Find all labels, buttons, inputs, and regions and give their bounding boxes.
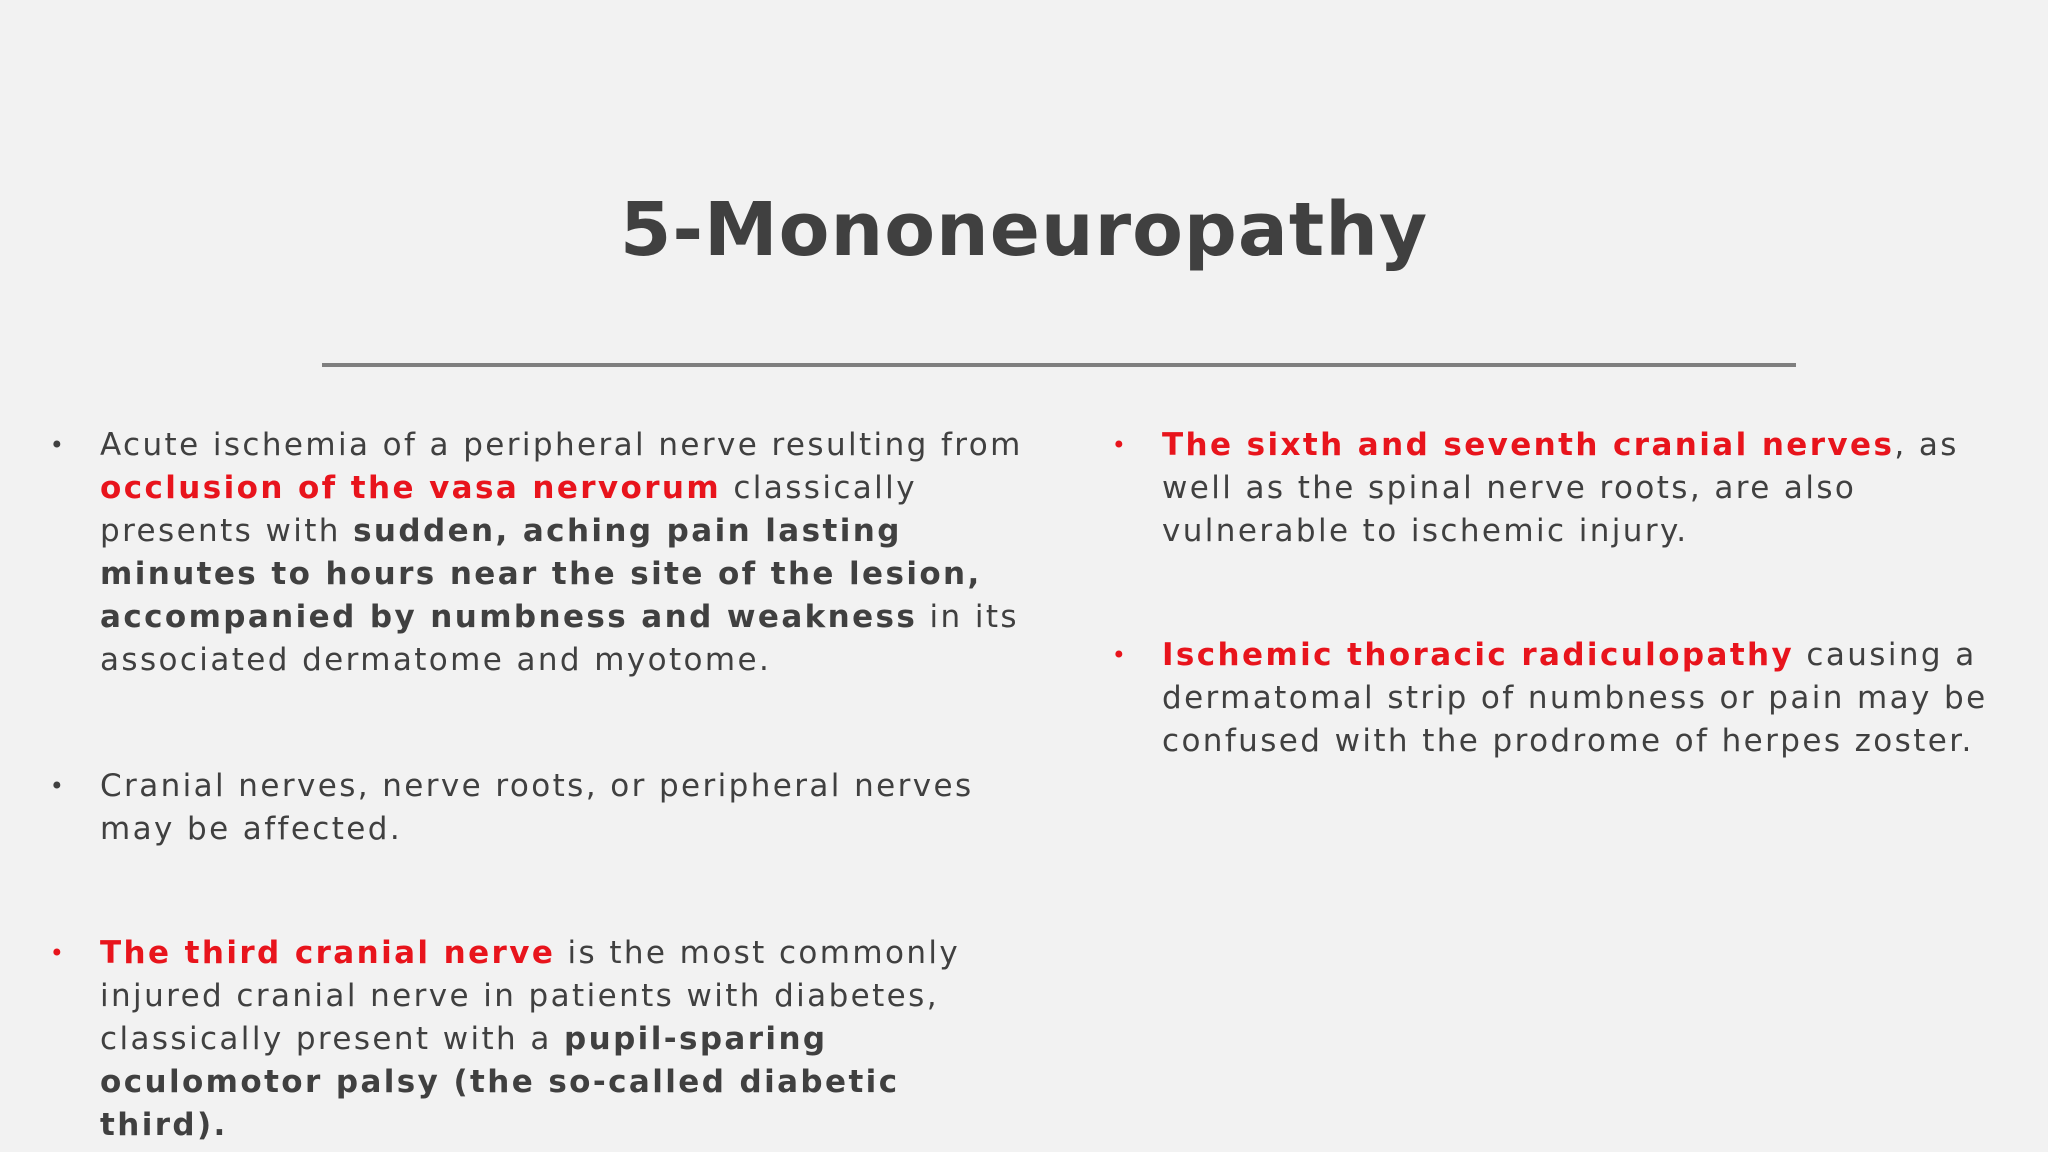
bullet-item (1110, 634, 2010, 763)
bullet-text (100, 768, 974, 847)
text-run: causing a dermatomal strip of numbness or pain may be confused with the prodrome of herpes zoster. (1162, 637, 1988, 759)
text-run: in its associated dermatome and myotome. (100, 599, 1019, 678)
bullet-icon: • (1111, 641, 1129, 669)
highlight-red: The third cranial nerve (100, 935, 556, 971)
slide-title: 5-Mononeuropathy (619, 187, 1429, 273)
bullet-icon: • (49, 939, 67, 967)
emphasis-bold: sudden, aching pain lasting minutes to hours near the site of the lesion, accompanied by numbness and weakness (100, 513, 982, 635)
bullet-icon: • (49, 772, 67, 800)
bullet-item (48, 424, 1038, 682)
bullet-item (1110, 424, 2010, 553)
right-bullet-list (1110, 424, 2010, 763)
highlight-red: The sixth and seventh cranial nerves (1162, 427, 1895, 463)
bullet-text (100, 427, 1023, 678)
text-run: classically presents with (100, 470, 917, 549)
bullet-item (48, 765, 1038, 851)
text-run: , as well as the spinal nerve roots, are also vulnerable to ischemic injury. (1162, 427, 1959, 549)
bullet-icon: • (1111, 431, 1129, 459)
highlight-red: Ischemic thoracic radiculopathy (1162, 637, 1795, 673)
bullet-text (100, 935, 960, 1143)
bullet-text (1162, 637, 1988, 759)
highlight-red: occlusion of the vasa nervorum (100, 470, 722, 506)
bullet-text (1162, 427, 1959, 549)
title-divider (322, 363, 1796, 367)
text-run: Acute ischemia of a peripheral nerve resulting from (100, 427, 1023, 463)
emphasis-bold: pupil-sparing oculomotor palsy (the so-called diabetic third). (100, 1021, 900, 1143)
left-bullet-list (48, 424, 1038, 1147)
bullet-item (48, 932, 1038, 1147)
text-run: is the most commonly injured cranial nerve in patients with diabetes, classically present with a (100, 935, 961, 1057)
bullet-icon: • (49, 431, 67, 459)
text-run: Cranial nerves, nerve roots, or peripheral nerves may be affected. (100, 768, 974, 847)
